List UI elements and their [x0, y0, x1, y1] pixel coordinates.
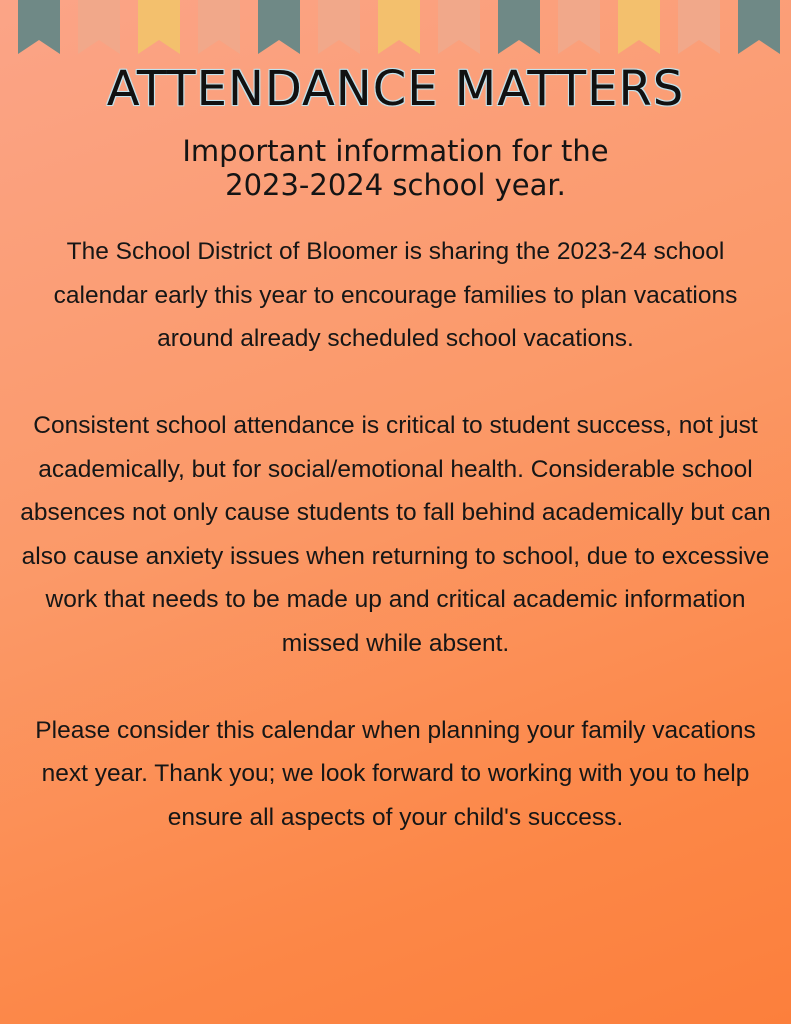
pennant-flag — [318, 0, 360, 54]
pennant-flag — [558, 0, 600, 54]
pennant-flag — [198, 0, 240, 54]
paragraph-closing: Please consider this calendar when planning your family vacations next year. Thank you; we look forward to working with you to help ensure all aspects of your child's success. — [35, 716, 756, 831]
paragraph-calendar-notice: The School District of Bloomer is sharing the 2023-24 school calendar early this year to encourage families to plan vacations around already scheduled school vacations. — [53, 238, 738, 352]
pennant-flag — [258, 0, 300, 54]
pennant-flag — [138, 0, 180, 54]
pennant-flag — [438, 0, 480, 54]
page-title: ATTENDANCE MATTERS — [106, 61, 685, 117]
pennant-flag — [378, 0, 420, 54]
pennant-flag — [678, 0, 720, 54]
subtitle-line-2: 2023-2024 school year. — [225, 168, 566, 202]
pennant-flag — [618, 0, 660, 54]
subtitle-line-1: Important information for the — [182, 134, 609, 168]
pennant-flag — [18, 0, 60, 54]
page-subtitle — [0, 134, 791, 202]
paragraph-attendance-importance: Consistent school attendance is critical to student success, not just academically, but for social/emotional health. Considerable school absences not only cause students to fall behind academically but can also cause anxiety issues when returning to school, due to excessive work that needs to be made up and critical academic information missed while absent. — [20, 412, 771, 657]
pennant-flag — [738, 0, 780, 54]
pennant-flag — [498, 0, 540, 54]
pennant-banner — [0, 0, 791, 60]
body-text — [20, 230, 771, 839]
pennant-flag — [78, 0, 120, 54]
